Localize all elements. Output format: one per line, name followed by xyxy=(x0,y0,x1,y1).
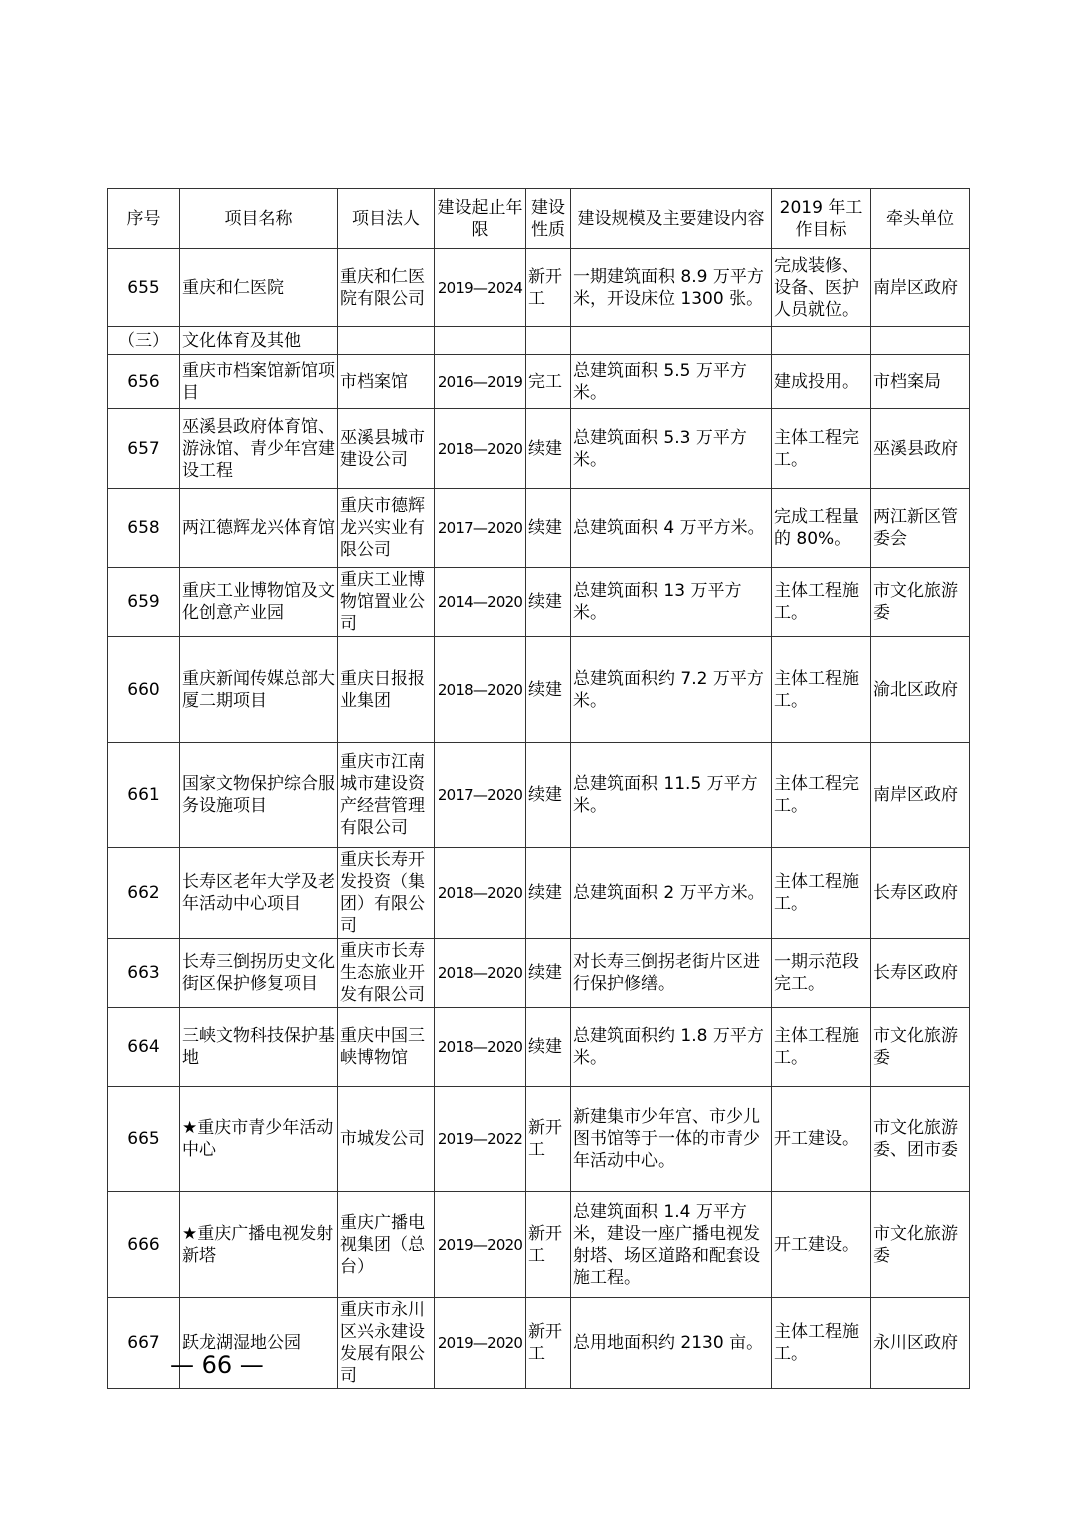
header-cell: 序号 xyxy=(108,189,180,249)
cell-owner: 市档案馆 xyxy=(338,355,435,409)
cell-scale: 总建筑面积约 1.8 万平方米。 xyxy=(571,1008,772,1087)
cell-goal: 主体工程完工。 xyxy=(772,743,871,848)
table-row xyxy=(108,409,970,489)
cell-goal: 主体工程施工。 xyxy=(772,1008,871,1087)
cell-no: （三） xyxy=(108,327,180,355)
cell-scale: 总建筑面积约 7.2 万平方米。 xyxy=(571,637,772,743)
cell-goal: 建成投用。 xyxy=(772,355,871,409)
cell-type xyxy=(526,327,571,355)
cell-scale: 总建筑面积 2 万平方米。 xyxy=(571,848,772,939)
cell-no: 657 xyxy=(108,409,180,489)
cell-lead: 两江新区管委会 xyxy=(871,489,970,568)
cell-owner: 重庆市江南城市建设资产经营管理有限公司 xyxy=(338,743,435,848)
cell-lead: 长寿区政府 xyxy=(871,848,970,939)
cell-scale: 总建筑面积 11.5 万平方米。 xyxy=(571,743,772,848)
cell-no: 667 xyxy=(108,1298,180,1389)
cell-owner: 重庆日报报业集团 xyxy=(338,637,435,743)
cell-no: 660 xyxy=(108,637,180,743)
cell-years: 2017—2020 xyxy=(435,489,526,568)
table-row xyxy=(108,249,970,327)
cell-owner: 巫溪县城市建设公司 xyxy=(338,409,435,489)
cell-years: 2018—2020 xyxy=(435,939,526,1008)
header-cell: 项目法人 xyxy=(338,189,435,249)
cell-scale: 总用地面积约 2130 亩。 xyxy=(571,1298,772,1389)
cell-type: 续建 xyxy=(526,409,571,489)
cell-scale: 新建集市少年宫、市少儿图书馆等于一体的市青少年活动中心。 xyxy=(571,1087,772,1192)
cell-lead xyxy=(871,327,970,355)
cell-type: 续建 xyxy=(526,1008,571,1087)
table-body xyxy=(108,249,970,1389)
cell-scale: 对长寿三倒拐老街片区进行保护修缮。 xyxy=(571,939,772,1008)
cell-goal: 主体工程施工。 xyxy=(772,848,871,939)
cell-type: 续建 xyxy=(526,637,571,743)
table-row xyxy=(108,637,970,743)
cell-owner: 市城发公司 xyxy=(338,1087,435,1192)
cell-name: 重庆市档案馆新馆项目 xyxy=(180,355,338,409)
section-row xyxy=(108,327,970,355)
cell-type: 新开工 xyxy=(526,249,571,327)
table-row xyxy=(108,489,970,568)
cell-no: 662 xyxy=(108,848,180,939)
page-number: — 66 — xyxy=(170,1351,264,1379)
cell-lead: 市文化旅游委 xyxy=(871,1192,970,1298)
header-cell: 建设规模及主要建设内容 xyxy=(571,189,772,249)
cell-owner: 重庆和仁医院有限公司 xyxy=(338,249,435,327)
cell-no: 661 xyxy=(108,743,180,848)
cell-type: 新开工 xyxy=(526,1192,571,1298)
cell-lead: 市文化旅游委 xyxy=(871,568,970,637)
table-row xyxy=(108,743,970,848)
cell-no: 664 xyxy=(108,1008,180,1087)
cell-lead: 巫溪县政府 xyxy=(871,409,970,489)
cell-goal: 一期示范段完工。 xyxy=(772,939,871,1008)
cell-name: 跃龙湖湿地公园 xyxy=(180,1298,338,1389)
header-cell: 建设性质 xyxy=(526,189,571,249)
cell-name: 巫溪县政府体育馆、游泳馆、青少年宫建设工程 xyxy=(180,409,338,489)
cell-type: 新开工 xyxy=(526,1087,571,1192)
cell-lead: 渝北区政府 xyxy=(871,637,970,743)
cell-name: 长寿区老年大学及老年活动中心项目 xyxy=(180,848,338,939)
cell-owner: 重庆广播电视集团（总台） xyxy=(338,1192,435,1298)
header-cell: 牵头单位 xyxy=(871,189,970,249)
header-cell: 建设起止年限 xyxy=(435,189,526,249)
cell-no: 659 xyxy=(108,568,180,637)
cell-name: ★重庆市青少年活动中心 xyxy=(180,1087,338,1192)
cell-owner: 重庆长寿开发投资（集团）有限公司 xyxy=(338,848,435,939)
cell-lead: 南岸区政府 xyxy=(871,743,970,848)
cell-goal: 完成装修、设备、医护人员就位。 xyxy=(772,249,871,327)
cell-goal: 完成工程量的 80%。 xyxy=(772,489,871,568)
project-table xyxy=(107,188,970,1389)
cell-type: 续建 xyxy=(526,743,571,848)
cell-scale: 总建筑面积 5.5 万平方米。 xyxy=(571,355,772,409)
cell-years: 2019—2024 xyxy=(435,249,526,327)
cell-no: 656 xyxy=(108,355,180,409)
cell-goal: 主体工程完工。 xyxy=(772,409,871,489)
cell-name: 两江德辉龙兴体育馆 xyxy=(180,489,338,568)
cell-years xyxy=(435,327,526,355)
cell-name: ★重庆广播电视发射新塔 xyxy=(180,1192,338,1298)
cell-no: 658 xyxy=(108,489,180,568)
cell-type: 完工 xyxy=(526,355,571,409)
cell-name: 三峡文物科技保护基地 xyxy=(180,1008,338,1087)
cell-lead: 市档案局 xyxy=(871,355,970,409)
cell-lead: 市文化旅游委、团市委 xyxy=(871,1087,970,1192)
cell-years: 2017—2020 xyxy=(435,743,526,848)
cell-type: 续建 xyxy=(526,939,571,1008)
cell-lead: 长寿区政府 xyxy=(871,939,970,1008)
cell-years: 2018—2020 xyxy=(435,409,526,489)
cell-owner: 重庆市长寿生态旅业开发有限公司 xyxy=(338,939,435,1008)
cell-scale: 一期建筑面积 8.9 万平方米，开设床位 1300 张。 xyxy=(571,249,772,327)
cell-owner: 重庆市永川区兴永建设发展有限公司 xyxy=(338,1298,435,1389)
cell-scale: 总建筑面积 1.4 万平方米，建设一座广播电视发射塔、场区道路和配套设施工程。 xyxy=(571,1192,772,1298)
cell-lead: 永川区政府 xyxy=(871,1298,970,1389)
cell-scale: 总建筑面积 13 万平方米。 xyxy=(571,568,772,637)
cell-years: 2018—2020 xyxy=(435,1008,526,1087)
cell-type: 新开工 xyxy=(526,1298,571,1389)
table-header-row xyxy=(108,189,970,249)
table-row xyxy=(108,939,970,1008)
cell-no: 665 xyxy=(108,1087,180,1192)
cell-name: 长寿三倒拐历史文化街区保护修复项目 xyxy=(180,939,338,1008)
cell-owner: 重庆市德辉龙兴实业有限公司 xyxy=(338,489,435,568)
cell-lead: 南岸区政府 xyxy=(871,249,970,327)
cell-scale xyxy=(571,327,772,355)
table-row xyxy=(108,1087,970,1192)
table-row xyxy=(108,568,970,637)
table-row xyxy=(108,1192,970,1298)
cell-goal xyxy=(772,327,871,355)
cell-no: 666 xyxy=(108,1192,180,1298)
cell-years: 2016—2019 xyxy=(435,355,526,409)
cell-years: 2018—2020 xyxy=(435,848,526,939)
cell-goal: 开工建设。 xyxy=(772,1192,871,1298)
cell-no: 663 xyxy=(108,939,180,1008)
cell-goal: 主体工程施工。 xyxy=(772,568,871,637)
header-cell: 项目名称 xyxy=(180,189,338,249)
cell-name: 国家文物保护综合服务设施项目 xyxy=(180,743,338,848)
cell-owner: 重庆中国三峡博物馆 xyxy=(338,1008,435,1087)
table-row xyxy=(108,848,970,939)
cell-name: 重庆和仁医院 xyxy=(180,249,338,327)
cell-scale: 总建筑面积 5.3 万平方米。 xyxy=(571,409,772,489)
cell-type: 续建 xyxy=(526,568,571,637)
cell-lead: 市文化旅游委 xyxy=(871,1008,970,1087)
cell-name: 文化体育及其他 xyxy=(180,327,338,355)
cell-type: 续建 xyxy=(526,848,571,939)
table-row xyxy=(108,355,970,409)
cell-goal: 主体工程施工。 xyxy=(772,637,871,743)
cell-goal: 主体工程施工。 xyxy=(772,1298,871,1389)
cell-years: 2014—2020 xyxy=(435,568,526,637)
cell-years: 2019—2020 xyxy=(435,1192,526,1298)
cell-name: 重庆新闻传媒总部大厦二期项目 xyxy=(180,637,338,743)
cell-scale: 总建筑面积 4 万平方米。 xyxy=(571,489,772,568)
table-row xyxy=(108,1008,970,1087)
cell-owner: 重庆工业博物馆置业公司 xyxy=(338,568,435,637)
cell-type: 续建 xyxy=(526,489,571,568)
cell-name: 重庆工业博物馆及文化创意产业园 xyxy=(180,568,338,637)
header-cell: 2019 年工作目标 xyxy=(772,189,871,249)
cell-years: 2018—2020 xyxy=(435,637,526,743)
cell-owner xyxy=(338,327,435,355)
cell-goal: 开工建设。 xyxy=(772,1087,871,1192)
cell-years: 2019—2020 xyxy=(435,1298,526,1389)
cell-no: 655 xyxy=(108,249,180,327)
cell-years: 2019—2022 xyxy=(435,1087,526,1192)
